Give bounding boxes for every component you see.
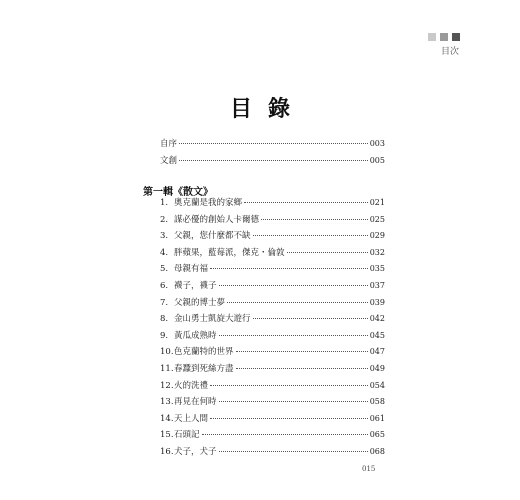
dot-leader (236, 351, 368, 352)
toc-entry-title: 火的洗禮 (174, 380, 209, 391)
dot-leader (253, 235, 368, 236)
toc-entry-page: 003 (369, 139, 385, 148)
toc-entry-title: 母親有福 (174, 264, 209, 275)
toc-entry-page: 049 (369, 363, 385, 373)
toc-entry-number: 14. (160, 413, 174, 424)
dot-leader (210, 418, 368, 419)
toc-entry-page: 025 (369, 214, 385, 224)
toc-entry-number: 7. (160, 297, 169, 308)
toc-entry-title: 文創 (160, 155, 178, 166)
toc-entry[interactable] (160, 213, 385, 230)
dot-leader (179, 160, 368, 161)
dot-leader (210, 268, 368, 269)
toc-entry-title: 石頭記 (174, 430, 200, 441)
toc-entry-title: 胖蘋果，藍莓派，傑克・倫敦 (174, 247, 285, 258)
toc-entry[interactable] (160, 362, 385, 379)
toc-entry-title: 襪子，襪子 (174, 280, 217, 291)
page-title: 目錄 (229, 96, 306, 122)
toc-entry-number: 6. (160, 280, 169, 291)
toc-entry[interactable] (160, 154, 385, 171)
toc-entry-title: 父親的博士夢 (174, 297, 226, 308)
toc-entry-page: 029 (369, 231, 385, 241)
toc-entry-number: 4. (160, 247, 169, 258)
toc-entry[interactable] (160, 445, 385, 462)
toc-entry-page: 039 (369, 297, 385, 307)
dot-leader (210, 385, 368, 386)
toc-entry-number: 2. (160, 214, 169, 225)
toc-entry-page: 068 (369, 446, 385, 456)
header-square-icon (440, 33, 448, 41)
dot-leader (236, 368, 368, 369)
toc-entry[interactable] (160, 312, 385, 329)
toc-entry-number: 10. (160, 347, 174, 358)
toc-entry-number: 11. (160, 363, 174, 374)
toc-entry[interactable] (160, 428, 385, 445)
toc-entry-number: 15. (160, 430, 174, 441)
toc-entry[interactable] (160, 329, 385, 346)
header-squares (428, 33, 460, 41)
toc-entry-title: 奧克蘭是我的家鄉 (174, 198, 243, 208)
dot-leader (244, 202, 368, 203)
section-label: 目次 (440, 47, 459, 57)
toc-entry-title: 天上人間 (174, 413, 209, 424)
toc-entry[interactable] (160, 229, 385, 246)
header-square-icon (452, 33, 460, 41)
dot-leader (253, 318, 368, 319)
page-number: 015 (362, 465, 376, 473)
toc-entry-page: 042 (369, 314, 385, 324)
toc-entry-title: 謀必優的創始人卡爾德 (174, 214, 260, 225)
chapter-list (160, 196, 385, 462)
dot-leader (287, 252, 368, 253)
toc-entry-page: 061 (369, 413, 385, 423)
toc-entry-page: 032 (369, 247, 385, 257)
preface-list (160, 137, 385, 170)
header-square-icon (428, 33, 436, 41)
toc-entry[interactable] (160, 395, 385, 412)
toc-entry-number: 3. (160, 231, 169, 242)
toc-entry-title: 父親，您什麼都不缺 (174, 231, 251, 242)
toc-entry[interactable] (160, 412, 385, 429)
dot-leader (219, 285, 368, 286)
dot-leader (219, 451, 368, 452)
toc-entry-title: 春蠶到死絲方盡 (174, 363, 234, 374)
toc-entry-title: 金山勇士凱旋大遊行 (174, 314, 251, 325)
toc-entry-page: 037 (369, 280, 385, 290)
dot-leader (227, 302, 368, 303)
toc-entry[interactable] (160, 196, 385, 213)
toc-entry-page: 045 (369, 330, 385, 340)
toc-entry-title: 再見在何時 (174, 397, 217, 408)
dot-leader (261, 219, 368, 220)
toc-entry-page: 047 (369, 347, 385, 357)
toc-entry[interactable] (160, 279, 385, 296)
toc-entry-number: 16. (160, 446, 174, 457)
toc-entry[interactable] (160, 296, 385, 313)
toc-entry-page: 005 (369, 155, 385, 165)
toc-entry-title: 黃瓜成熟時 (174, 330, 217, 341)
dot-leader (202, 434, 368, 435)
toc-entry-page: 054 (369, 380, 385, 390)
toc-entry-number: 5. (160, 264, 169, 275)
dot-leader (219, 401, 368, 402)
toc-entry[interactable] (160, 246, 385, 263)
toc-entry-number: 12. (160, 380, 174, 391)
toc-entry[interactable] (160, 379, 385, 396)
toc-entry[interactable] (160, 137, 385, 154)
toc-entry-number: 8. (160, 314, 169, 325)
toc-entry-title: 色克蘭特的世界 (174, 347, 234, 358)
dot-leader (179, 143, 368, 144)
toc-entry-title: 犬子，犬子 (174, 446, 217, 457)
toc-entry-number: 13. (160, 397, 174, 408)
toc-entry-page: 035 (369, 264, 385, 274)
toc-entry-page: 065 (369, 430, 385, 440)
toc-entry[interactable] (160, 262, 385, 279)
section-heading: 第一輯《散文》 (143, 187, 213, 198)
toc-entry[interactable] (160, 345, 385, 362)
toc-entry-title: 自序 (160, 139, 178, 149)
toc-entry-number: 9. (160, 330, 169, 341)
dot-leader (219, 335, 368, 336)
toc-entry-page: 058 (369, 397, 385, 407)
toc-entry-page: 021 (369, 198, 385, 207)
toc-entry-number: 1. (160, 198, 169, 208)
